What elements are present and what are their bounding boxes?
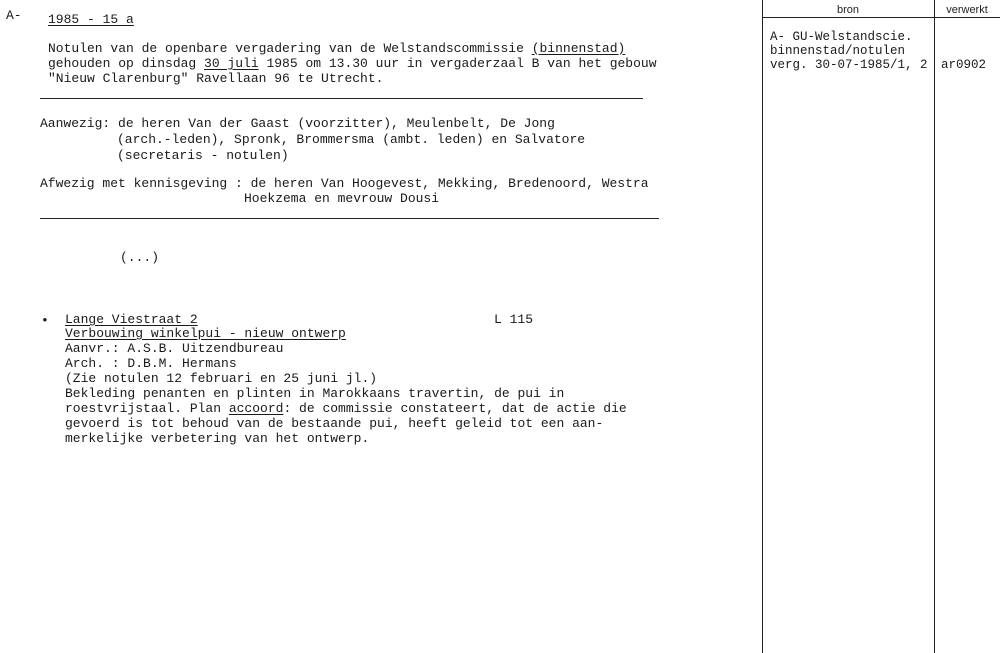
present-line-1: Aanwezig: de heren Van der Gaast (voorzitter), Meulenbelt, De Jong [40, 116, 555, 131]
title-text: gehouden op dinsdag [48, 56, 205, 71]
document-number: 1985 - 15 a [48, 12, 134, 27]
title-line-2 [48, 56, 657, 72]
absent-line-2: Hoekzema en mevrouw Dousi [244, 191, 440, 206]
item-verdict: accoord [228, 401, 284, 416]
divider [40, 218, 659, 219]
bullet-icon: • [41, 313, 49, 328]
source-line-1: A- GU-Welstandscie. [770, 30, 913, 44]
title-district: (binnenstad) [531, 41, 626, 56]
processed-code: ar0902 [941, 58, 987, 72]
margin-mark: A- [6, 8, 22, 23]
item-text-line-3: gevoerd is tot behoud van de bestaande pui, heeft geleid tot een aan- [65, 416, 604, 431]
title-text: 1985 om 13.30 uur in vergaderzaal B van het gebouw [258, 56, 657, 71]
source-line-2: binnenstad/notulen [770, 44, 906, 58]
meeting-date: 30 juli [204, 56, 259, 71]
column-header-bron: bron [836, 4, 860, 16]
item-text: roestvrijstaal. Plan [65, 401, 229, 416]
item-reference: (Zie notulen 12 februari en 25 juni jl.) [65, 371, 378, 386]
divider [40, 98, 643, 99]
column-divider [934, 0, 935, 653]
item-text: : de commissie constateert, dat de actie die [283, 401, 627, 416]
item-address: Lange Viestraat 2 [65, 312, 198, 327]
title-line-3: "Nieuw Clarenburg" Ravellaan 96 te Utrecht. [48, 71, 384, 86]
title-text: Notulen van de openbare vergadering van de Welstandscommissie [48, 41, 532, 56]
item-subject: Verbouwing winkelpui - nieuw ontwerp [65, 326, 346, 341]
item-text-line-4: merkelijke verbetering van het ontwerp. [65, 431, 370, 446]
present-line-3: (secretaris - notulen) [117, 148, 289, 163]
item-text-line-1: Bekleding penanten en plinten in Marokkaans travertin, de pui in [65, 386, 565, 401]
source-line-3: verg. 30-07-1985/1, 2 [770, 58, 928, 72]
item-applicant: Aanvr.: A.S.B. Uitzendbureau [65, 341, 284, 356]
item-code: L 115 [494, 312, 534, 327]
absent-line-1: Afwezig met kennisgeving : de heren Van Hoogevest, Mekking, Bredenoord, Westra [40, 176, 649, 191]
item-text-line-2 [65, 401, 627, 417]
item-architect: Arch. : D.B.M. Hermans [65, 356, 237, 371]
omission-marker: (...) [120, 250, 160, 265]
column-header-verwerkt: verwerkt [946, 4, 988, 16]
title-line-1 [48, 41, 625, 57]
sidebar-border [762, 0, 763, 653]
present-line-2: (arch.-leden), Spronk, Brommersma (ambt. leden) en Salvatore [117, 132, 586, 147]
